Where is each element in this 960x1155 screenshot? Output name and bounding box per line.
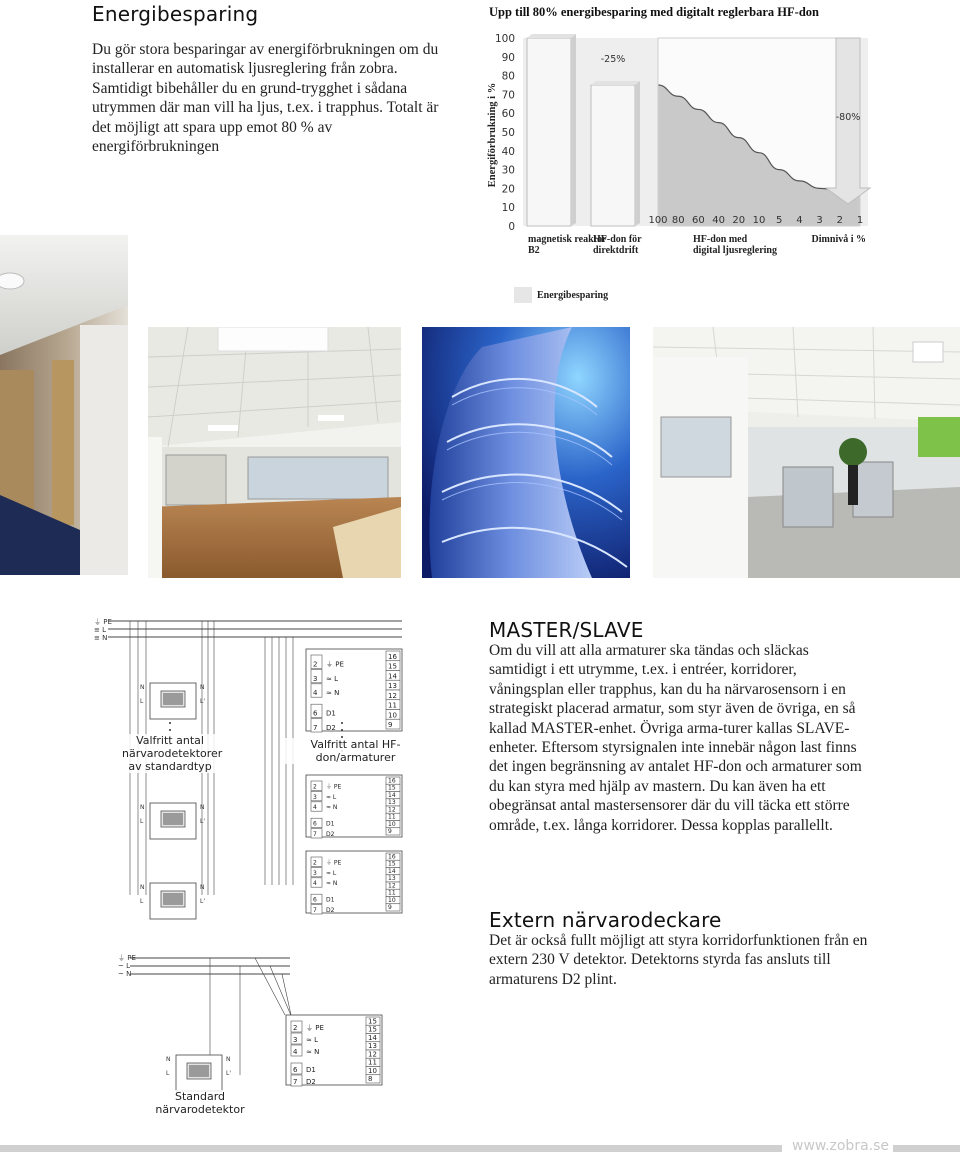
- svg-text:11: 11: [388, 701, 397, 710]
- svg-text:15: 15: [388, 662, 397, 671]
- svg-text:7: 7: [293, 1078, 298, 1086]
- annotation-25: -25%: [600, 54, 626, 65]
- svg-text:11: 11: [388, 813, 396, 821]
- svg-text:9: 9: [388, 828, 392, 835]
- footer-bar-right: [893, 1145, 960, 1152]
- x-tick-label: 80: [671, 215, 685, 226]
- svg-text:6: 6: [313, 896, 317, 904]
- photo-lobby: [148, 327, 401, 578]
- svg-text:9: 9: [388, 904, 392, 911]
- svg-text:3: 3: [293, 1036, 298, 1044]
- y-tick-label: 40: [501, 145, 515, 158]
- svg-text:14: 14: [388, 791, 396, 799]
- x-tick-label: 5: [776, 215, 783, 226]
- x-tick-label: 4: [796, 215, 803, 226]
- bar-magnetic-top: [527, 34, 576, 38]
- svg-text:3: 3: [313, 674, 318, 683]
- footer-url: www.zobra.se: [792, 1138, 890, 1154]
- svg-text:13: 13: [368, 1042, 377, 1050]
- svg-text:≈ L: ≈ L: [306, 1036, 318, 1044]
- svg-text:16: 16: [388, 853, 396, 861]
- bus-label: ⏚ PE: [94, 618, 112, 626]
- svg-text:L': L': [200, 698, 205, 705]
- y-tick-label: 70: [501, 89, 515, 102]
- svg-text:12: 12: [388, 882, 396, 890]
- svg-text:10: 10: [388, 711, 397, 720]
- photo-stairwell: [422, 327, 630, 578]
- bar-hf-direct-side: [635, 81, 640, 226]
- bus-label: ≡ L: [94, 626, 106, 634]
- x-tick-label: 100: [648, 215, 668, 226]
- extern-heading: Extern närvarodeckare: [489, 908, 722, 932]
- energy-saving-paragraph: Du gör stora besparingar av energiförbrukningen om du installerar en automatisk ljusreglering från zobra. Samtidigt bibehåller du en grund-trygghet i sådana utrymmen där man vill ha ljus, t.ex. i trapphus. Totalt är det möjligt att spara upp emot 80 % av energiförbrukningen: [92, 41, 439, 156]
- bus-label-bottom: ~ N: [118, 970, 132, 978]
- svg-text:≈ N: ≈ N: [326, 689, 340, 698]
- svg-text:12: 12: [388, 806, 396, 814]
- category-label: HF-don för direktdrift: [593, 234, 642, 256]
- svg-text:12: 12: [368, 1050, 377, 1059]
- footer-bar-left: [0, 1145, 782, 1152]
- svg-text:D1: D1: [326, 709, 336, 718]
- svg-text:N: N: [200, 804, 205, 811]
- svg-text:L': L': [226, 1070, 231, 1077]
- y-tick-label: 60: [501, 108, 515, 121]
- svg-text:10: 10: [388, 896, 396, 904]
- y-tick-label: 0: [508, 221, 515, 233]
- svg-text:2: 2: [313, 859, 317, 867]
- svg-text:4: 4: [313, 804, 317, 812]
- y-tick-label: 100: [494, 33, 515, 45]
- svg-text:6: 6: [313, 709, 318, 718]
- category-label: magnetisk reaktor B2: [528, 234, 607, 256]
- svg-text:N: N: [140, 884, 145, 891]
- svg-text:D2: D2: [326, 724, 336, 732]
- x-tick-label: 10: [752, 215, 766, 226]
- svg-text:14: 14: [388, 672, 397, 681]
- y-tick-label: 50: [501, 127, 515, 139]
- x-tick-label: 3: [816, 215, 823, 226]
- svg-text:D1: D1: [306, 1066, 316, 1074]
- svg-text:12: 12: [388, 691, 397, 700]
- y-tick-label: 80: [501, 70, 515, 83]
- svg-text:2: 2: [293, 1024, 298, 1032]
- bus-label-bottom: ~ L: [118, 962, 130, 970]
- svg-text:N: N: [200, 884, 205, 891]
- svg-text:14: 14: [388, 867, 396, 875]
- y-tick-label: 10: [501, 202, 515, 215]
- svg-text:≈ N: ≈ N: [326, 880, 338, 888]
- svg-text:7: 7: [313, 907, 317, 914]
- svg-text:8: 8: [368, 1075, 373, 1083]
- bus-label: ≡ N: [94, 634, 108, 642]
- svg-text:L: L: [166, 1070, 170, 1077]
- bar-magnetic-side: [571, 34, 576, 226]
- legend-label: Energibesparing: [537, 290, 609, 301]
- svg-text:L': L': [200, 898, 205, 905]
- svg-text:3: 3: [313, 869, 317, 877]
- svg-text:11: 11: [388, 889, 396, 897]
- svg-text:15: 15: [368, 1017, 377, 1026]
- svg-text:D1: D1: [326, 820, 335, 828]
- chart-title: Upp till 80% energibesparing med digitalt reglerbara HF-don: [489, 5, 819, 19]
- wiring-diagram: [90, 615, 430, 1125]
- svg-text:15: 15: [388, 784, 396, 792]
- y-tick-label: 30: [501, 164, 515, 177]
- svg-text:≈ L: ≈ L: [326, 869, 337, 877]
- svg-text:L: L: [140, 818, 144, 825]
- svg-text:⏚ PE: ⏚ PE: [326, 660, 344, 669]
- svg-text:13: 13: [388, 682, 397, 690]
- sensor-count-label: Valfritt antal närvarodetektorer av standardtyp: [122, 734, 223, 773]
- svg-text:D2: D2: [326, 831, 335, 838]
- svg-text:N: N: [140, 804, 145, 811]
- svg-text:D2: D2: [326, 907, 335, 914]
- svg-text:10: 10: [388, 820, 396, 828]
- svg-text:14: 14: [368, 1033, 377, 1042]
- master-slave-paragraph: Om du vill att alla armaturer ska tändas och släckas samtidigt i ett utrymme, t.ex. i entréer, korridorer, våningsplan eller trapphus, kan du ha närvarosensorn i en strategiskt placerad armatur, som styr även de övriga, en så kallad MASTER-enhet. Övriga arma-turer kallas SLAVE-enheter. Eftersom styrsignalen inte innebär någon last finns det ingen begränsning av antalet HF-don och armaturer som du kan styra med hjälp av mastern. Du kan även ha ett obegränsat antal mastersensorer där du vill täcka ett större område, t.ex. långa korridorer. Dessa kopplas parallellt.: [489, 642, 862, 834]
- svg-text:L: L: [140, 898, 144, 905]
- svg-text:⏚ PE: ⏚ PE: [306, 1024, 324, 1032]
- energy-saving-heading: Energibesparing: [92, 2, 259, 26]
- svg-text:N: N: [226, 1056, 231, 1063]
- hf-count-label: Valfritt antal HF-don/armaturer: [283, 738, 428, 764]
- svg-text:6: 6: [313, 820, 317, 828]
- svg-text:7: 7: [313, 831, 317, 838]
- svg-text:4: 4: [293, 1048, 298, 1056]
- svg-text:6: 6: [293, 1066, 298, 1074]
- bar-hf-direct-top: [591, 81, 640, 85]
- svg-text:N: N: [200, 684, 205, 691]
- y-axis-label: Energiförbrukning i %: [487, 82, 498, 188]
- svg-text:13: 13: [388, 875, 396, 882]
- svg-text:2: 2: [313, 660, 318, 669]
- x-tick-label: 2: [836, 215, 843, 226]
- energy-chart: [478, 20, 878, 290]
- svg-text:2: 2: [313, 783, 317, 791]
- photo-office: [653, 327, 960, 578]
- annotation-80: -80%: [835, 112, 861, 123]
- svg-text:≈ L: ≈ L: [326, 674, 338, 683]
- svg-text:D2: D2: [306, 1078, 316, 1086]
- bar-hf-direct: [591, 85, 635, 226]
- svg-text:4: 4: [313, 880, 317, 888]
- svg-text:4: 4: [313, 689, 318, 698]
- svg-text:N: N: [140, 684, 145, 691]
- svg-text:≈ L: ≈ L: [326, 793, 337, 801]
- master-slave-heading: MASTER/SLAVE: [489, 618, 644, 642]
- legend-swatch: [514, 287, 532, 303]
- x-tick-label: 60: [692, 215, 705, 226]
- x-axis-label: Dimnivå i %: [811, 234, 866, 245]
- standard-detector-label: Standard närvarodetektor: [150, 1090, 250, 1116]
- svg-text:9: 9: [388, 721, 393, 729]
- svg-text:13: 13: [388, 799, 396, 806]
- bar-magnetic: [527, 38, 571, 226]
- photo-corridor: [0, 235, 128, 575]
- svg-text:⏚ PE: ⏚ PE: [326, 859, 342, 867]
- x-tick-label: 1: [856, 215, 864, 226]
- svg-text:10: 10: [368, 1066, 377, 1075]
- y-tick-label: 90: [501, 51, 515, 64]
- svg-text:D1: D1: [326, 896, 335, 904]
- svg-text:11: 11: [368, 1058, 377, 1067]
- svg-text:≈ N: ≈ N: [306, 1048, 320, 1056]
- svg-text:L': L': [200, 818, 205, 825]
- svg-text:15: 15: [368, 1025, 377, 1034]
- extern-paragraph: Det är också fullt möjligt att styra korridorfunktionen från en extern 230 V detektor. Detektorns styrda fas ansluts till armaturens D2 plint.: [489, 932, 868, 988]
- svg-text:15: 15: [388, 860, 396, 868]
- category-label: HF-don med digital ljusreglering: [693, 234, 777, 256]
- svg-text:7: 7: [313, 724, 318, 732]
- svg-text:L: L: [140, 698, 144, 705]
- svg-text:16: 16: [388, 652, 397, 661]
- x-tick-label: 40: [712, 215, 725, 226]
- bus-label-bottom: ⏚ PE: [118, 954, 136, 962]
- svg-text:3: 3: [313, 793, 317, 801]
- svg-text:16: 16: [388, 777, 396, 785]
- y-tick-label: 20: [501, 183, 515, 196]
- x-tick-label: 20: [732, 215, 746, 226]
- svg-text:N: N: [166, 1056, 171, 1063]
- svg-text:⏚ PE: ⏚ PE: [326, 783, 342, 791]
- svg-text:≈ N: ≈ N: [326, 804, 338, 812]
